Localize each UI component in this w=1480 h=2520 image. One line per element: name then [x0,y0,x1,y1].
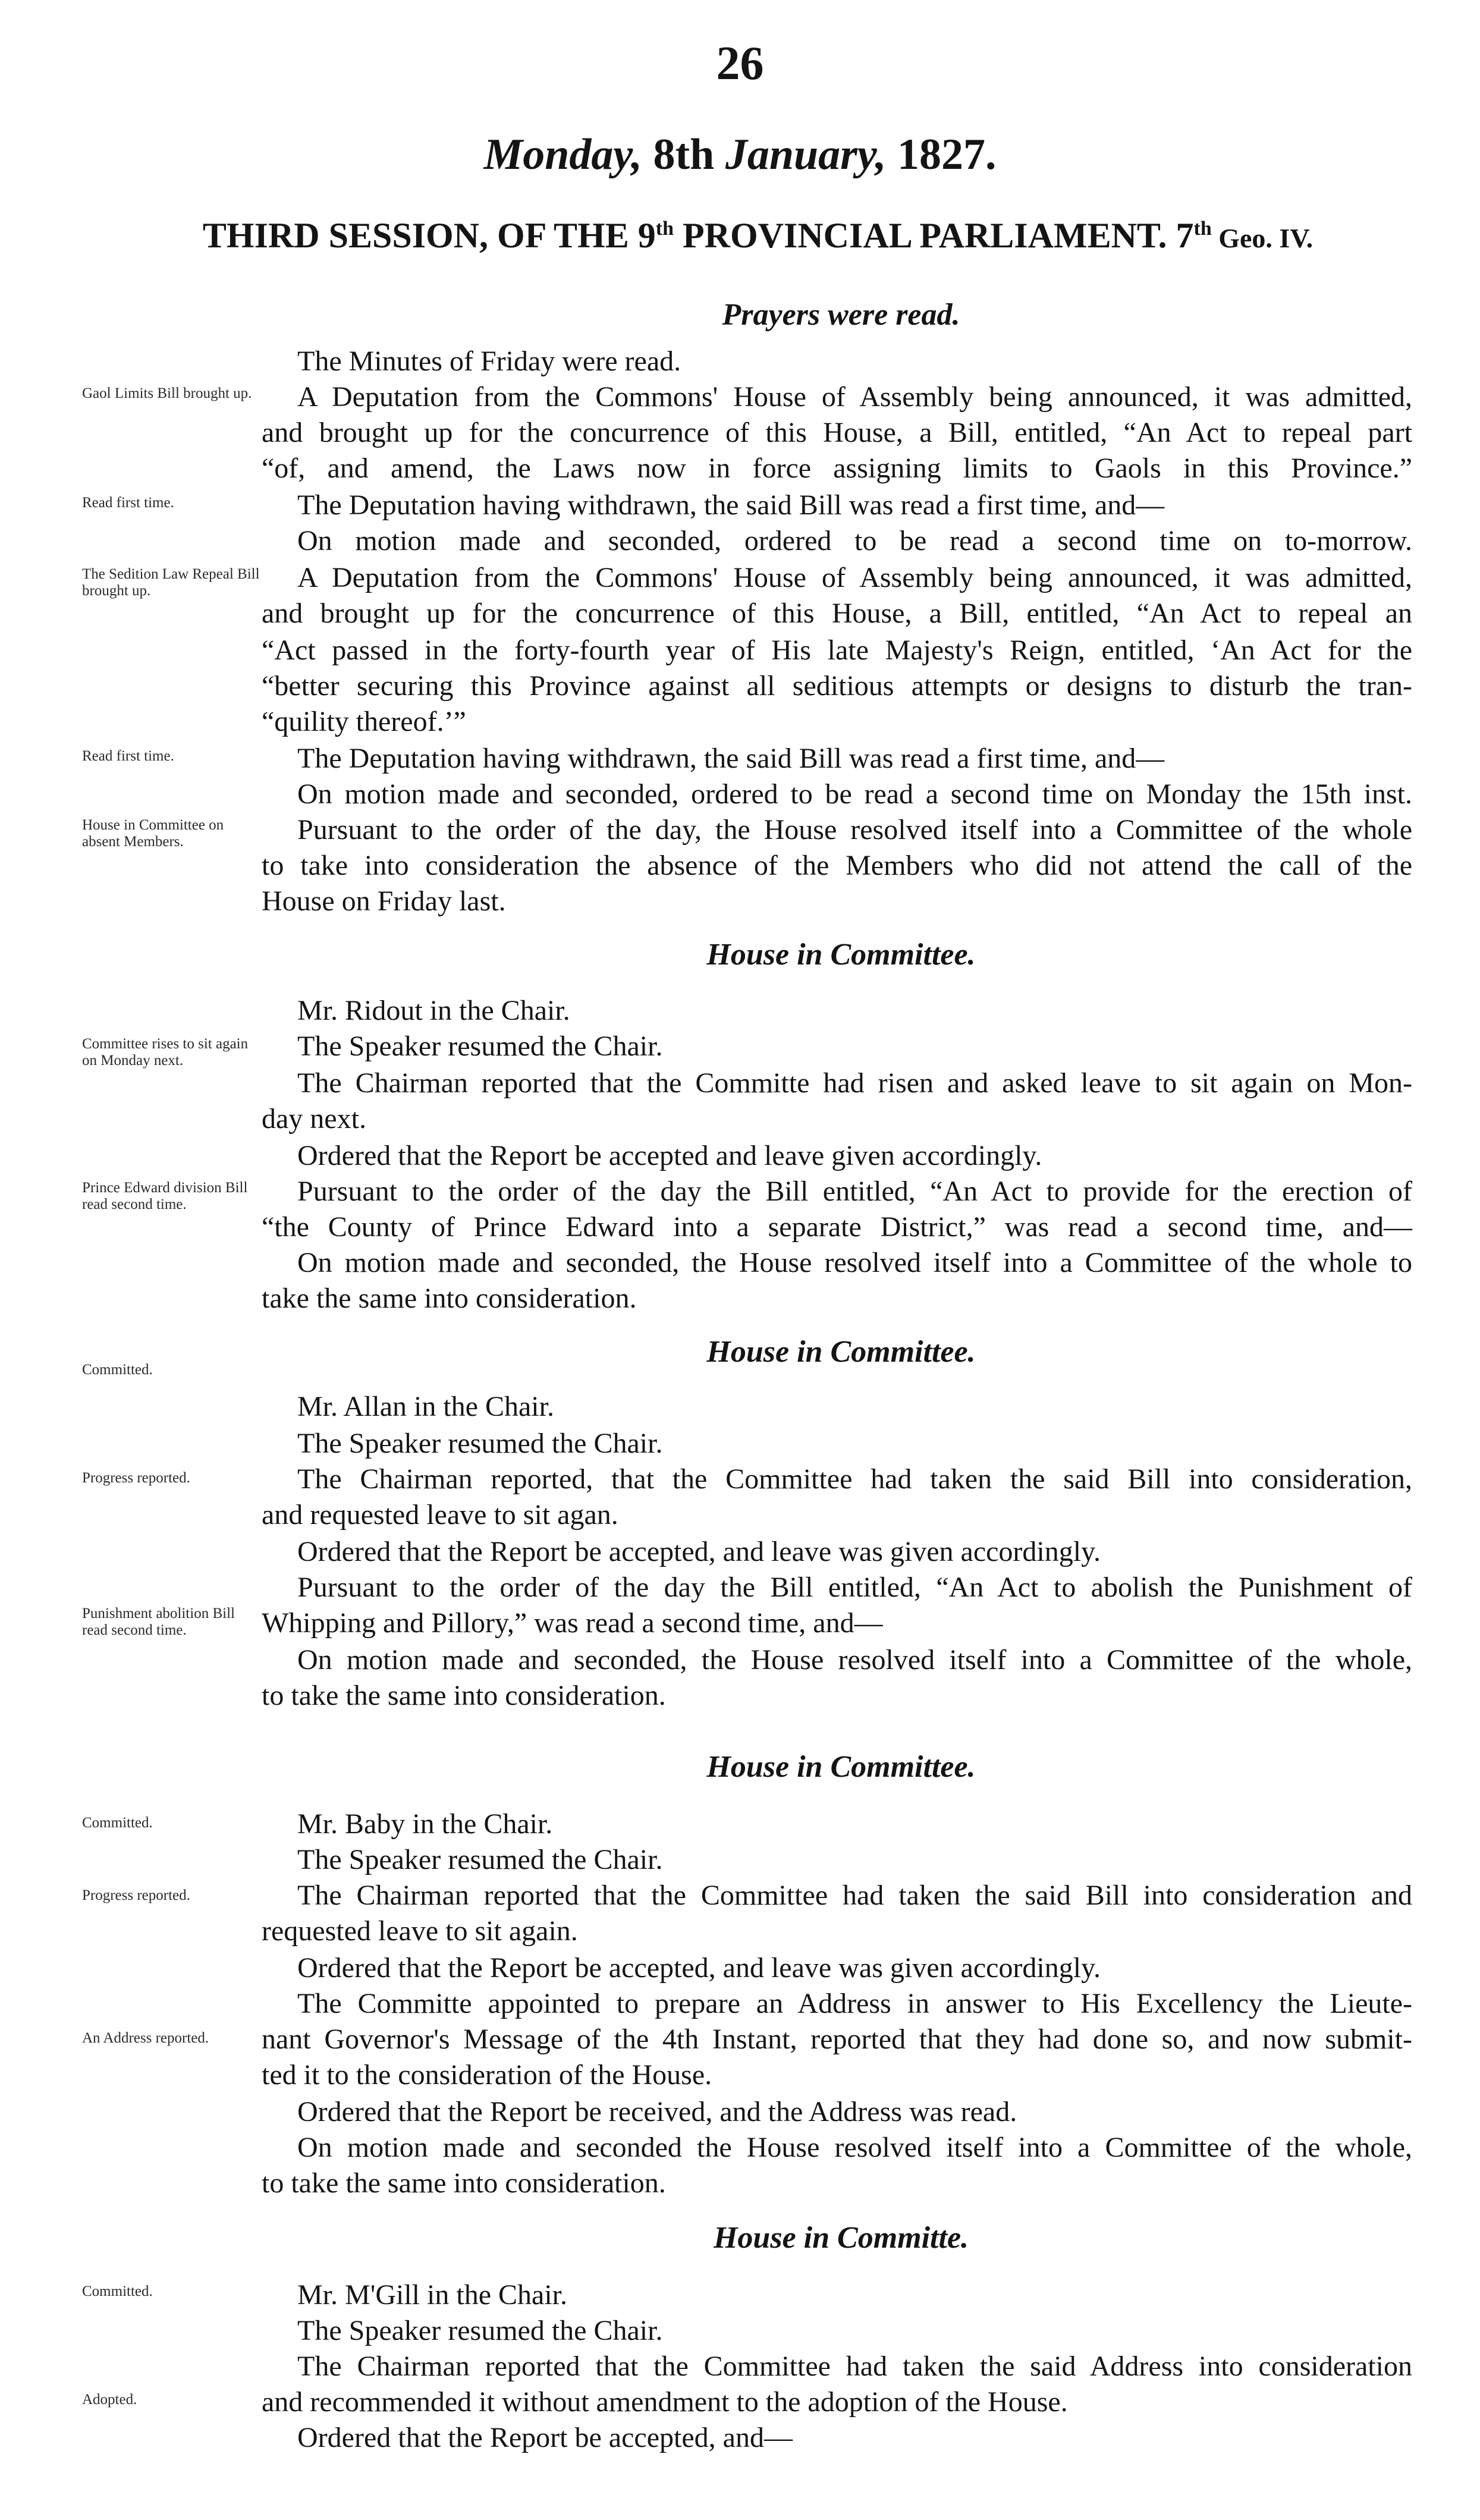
text-line: Pursuant to the order of the day, the House resolved itself into a Committee of the whole [297,814,1412,846]
margin-note: Adopted. [82,2392,137,2408]
text-line: Ordered that the Report be accepted, and leave was given accordingly. [297,1536,1101,1567]
margin-note: Punishment abolition Bill read second time. [82,1605,235,1638]
text-line: ted it to the consideration of the House. [262,2059,712,2091]
text-line: to take the same into consideration. [262,1680,666,1711]
text-line: The Deputation having withdrawn, the said Bill was read a first time, and— [297,489,1165,521]
margin-note: Committed. [82,1815,153,1831]
section-heading: Prayers were read. [722,298,960,332]
margin-note: Committed. [82,1362,153,1378]
text-line: The Speaker resumed the Chair. [297,1844,663,1875]
text-line: to take into consideration the absence of the Members who did not attend the call of the [262,850,1412,881]
date-year: 1827. [897,130,997,179]
text-line: The Chairman reported that the Committee had taken the said Bill into consideration and [297,1880,1412,1911]
text-line: take the same into consideration. [262,1283,637,1314]
text-line: “quility thereof.’” [262,706,466,737]
text-line: The Committe appointed to prepare an Address in answer to His Excellency the Lieute- [297,1988,1412,2019]
text-line: The Minutes of Friday were read. [297,345,681,377]
text-line: The Chairman reported that the Committee had taken the said Address into consideration [297,2351,1412,2382]
text-line: and requested leave to sit agan. [262,1499,618,1531]
margin-note: The Sedition Law Repeal Bill brought up. [82,566,260,599]
text-line: to take the same into consideration. [262,2167,666,2199]
margin-note: Read first time. [82,748,174,764]
session-sup-1: th [655,218,674,240]
margin-note: An Address reported. [82,2030,209,2046]
text-line: Mr. Baby in the Chair. [297,1808,553,1840]
text-line: “better securing this Province against all seditious attempts or designs to disturb the tran- [262,670,1412,702]
text-line: Ordered that the Report be accepted, and— [297,2422,793,2453]
text-line: A Deputation from the Commons' House of Assembly being announced, it was admitted, [297,562,1412,593]
session-sup-2: th [1193,218,1212,240]
text-line: The Speaker resumed the Chair. [297,2315,663,2346]
page-number: 26 [716,37,764,90]
text-line: Mr. Allan in the Chair. [297,1391,554,1422]
text-line: On motion made and seconded, ordered to be read a second time on Monday the 15th inst. [297,778,1412,810]
text-line: Ordered that the Report be received, and the Address was read. [297,2096,1017,2128]
session-part-2: PROVINCIAL PARLIAMENT. 7 [674,216,1194,255]
margin-note: Prince Edward division Bill read second time. [82,1180,248,1212]
section-heading: House in Committee. [706,1750,976,1784]
text-line: Whipping and Pillory,” was read a second time, and— [262,1607,883,1639]
date-day: Monday, [483,130,643,179]
text-line: day next. [262,1103,366,1135]
text-line: Mr. Ridout in the Chair. [297,995,570,1026]
text-line: “Act passed in the forty-fourth year of His late Majesty's Reign, entitled, ‘An Act for the [262,634,1412,666]
margin-note: Committed. [82,2283,153,2299]
text-line: and brought up for the concurrence of this House, a Bill, entitled, “An Act to repeal part [262,417,1412,448]
text-line: and recommended it without amendment to the adoption of the House. [262,2386,1068,2418]
text-line: Ordered that the Report be accepted, and leave was given accordingly. [297,1952,1101,1984]
text-line: The Chairman reported, that the Committee had taken the said Bill into consideration, [297,1463,1412,1495]
margin-note: House in Committee on absent Members. [82,817,224,850]
text-line: “the County of Prince Edward into a separate District,” was read a second time, and— [262,1211,1412,1243]
section-heading: House in Committe. [713,2221,969,2255]
text-line: On motion made and seconded, the House resolved itself into a Committee of the whole to [297,1247,1412,1278]
margin-note: Committee rises to sit again on Monday next. [82,1036,249,1069]
text-line: Pursuant to the order of the day the Bill entitled, “An Act to abolish the Punishment of [297,1572,1412,1603]
session-part-3: Geo. IV. [1211,223,1314,253]
text-line: On motion made and seconded the House resolved itself into a Committee of the whole, [297,2132,1412,2163]
text-line: Ordered that the Report be accepted and leave given accordingly. [297,1140,1042,1171]
margin-note: Progress reported. [82,1887,190,1903]
text-line: and brought up for the concurrence of this House, a Bill, entitled, “An Act to repeal an [262,598,1412,629]
margin-note: Gaol Limits Bill brought up. [82,385,252,401]
date-date: 8th [653,130,715,179]
margin-note: Progress reported. [82,1470,190,1486]
text-line: nant Governor's Message of the 4th Instant, reported that they had done so, and now submit- [262,2023,1412,2055]
text-line: On motion made and seconded, the House resolved itself into a Committee of the whole, [297,1644,1412,1676]
text-line: House on Friday last. [262,885,506,917]
text-line: requested leave to sit again. [262,1915,578,1947]
text-line: The Chairman reported that the Committe had risen and asked leave to sit again on Mon- [297,1067,1412,1099]
text-line: The Speaker resumed the Chair. [297,1030,663,1062]
text-line: Mr. M'Gill in the Chair. [297,2279,567,2311]
text-line: “of, and amend, the Laws now in force assigning limits to Gaols in this Province.” [262,453,1412,484]
text-line: The Deputation having withdrawn, the said Bill was read a first time, and— [297,743,1165,774]
margin-note: Read first time. [82,495,174,511]
text-line: Pursuant to the order of the day the Bill entitled, “An Act to provide for the erection of [297,1176,1412,1207]
section-heading: House in Committee. [706,938,976,972]
text-line: A Deputation from the Commons' House of Assembly being announced, it was admitted, [297,381,1412,413]
text-line: On motion made and seconded, ordered to be read a second time on to-morrow. [297,525,1412,557]
section-heading: House in Committee. [706,1335,976,1369]
date-month: January, [725,130,887,179]
session-part-1: THIRD SESSION, OF THE 9 [202,216,656,255]
text-line: The Speaker resumed the Chair. [297,1428,663,1459]
